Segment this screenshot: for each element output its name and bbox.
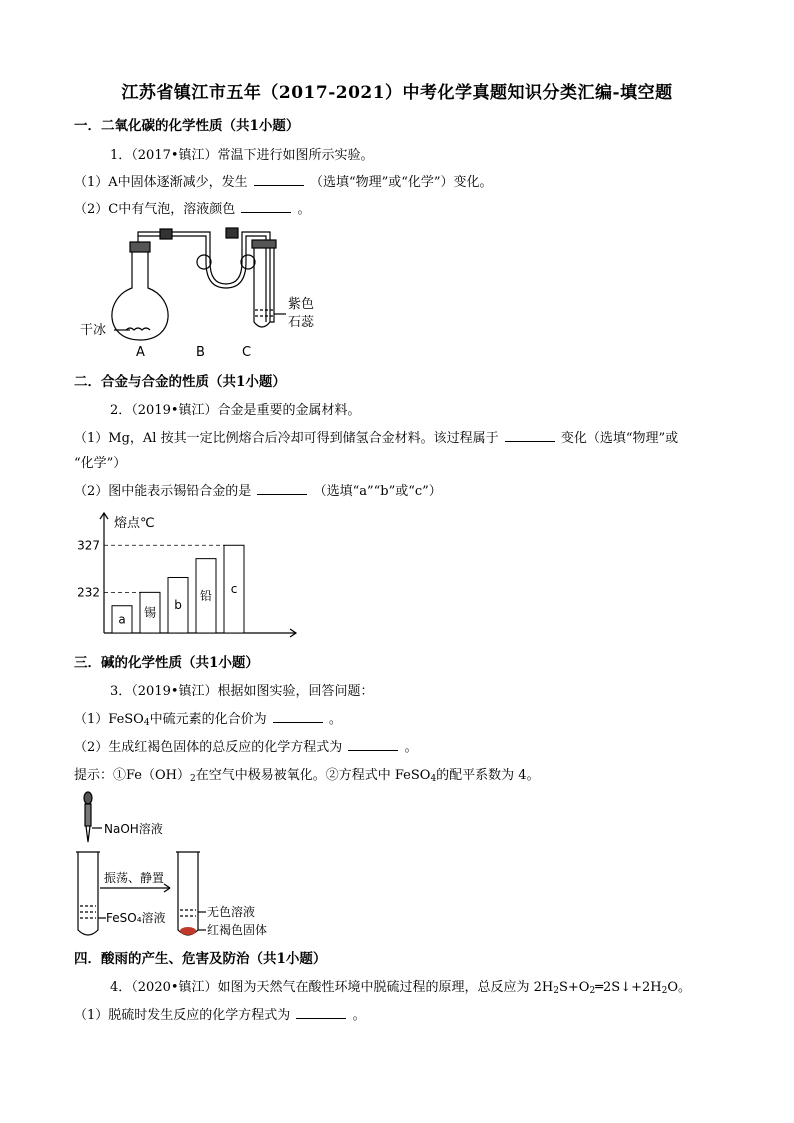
q4-p1-post: 。: [352, 1008, 366, 1023]
q4-eq-s3: 2: [661, 986, 668, 996]
q4-intro-text: 4．（2020•镇江）如图为天然气在酸性环境中脱硫过程的原理，总反应为 2H: [110, 980, 554, 995]
question-3-intro: 3．（2019•镇江）根据如图实验，回答问题：: [110, 684, 374, 699]
hint-2-sub: 4: [430, 774, 437, 784]
label-a: A: [136, 345, 145, 360]
answer-blank[interactable]: [254, 173, 304, 186]
bar-label-3: 铅: [199, 588, 213, 603]
q4-eq-s1: 2: [553, 986, 559, 996]
q3-p1-pre: （1）FeSO: [74, 712, 144, 727]
answer-blank[interactable]: [257, 482, 307, 495]
section-heading-1: 一．二氧化碳的化学性质（共1小题）: [74, 118, 300, 134]
apparatus-figure: [74, 222, 334, 362]
test-tube-c: [254, 244, 274, 327]
label-b: B: [196, 345, 205, 360]
y-axis-label: 熔点℃: [114, 516, 155, 531]
bulb-b-left: [197, 255, 211, 269]
red-brown-solid: [180, 927, 196, 935]
question-2-intro: 2．（2019•镇江）合金是重要的金属材料。: [110, 403, 361, 418]
bar-label-1: 锡: [143, 605, 157, 620]
flask-a: [112, 250, 168, 340]
question-4-part-1: [74, 1004, 366, 1023]
answer-blank[interactable]: [505, 429, 555, 442]
q3-p1-post: 中硫元素的化合价为: [149, 712, 267, 727]
hint-2: 在空气中极易被氧化。②方程式中 FeSO: [195, 768, 431, 783]
bulb-b-right: [241, 255, 255, 269]
label-naoh: NaOH溶液: [104, 822, 163, 836]
q1-p1-post: （选填“物理”或“化学”）变化。: [309, 175, 493, 190]
page-title: 江苏省镇江市五年（2017-2021）中考化学真题知识分类汇编-填空题: [121, 83, 673, 103]
question-3-part-2: [74, 736, 418, 755]
answer-blank[interactable]: [296, 1006, 346, 1019]
q4-eq-t2: ═2S↓+2H: [595, 980, 662, 995]
answer-blank[interactable]: [273, 710, 323, 723]
label-litmus-1: 紫色: [288, 297, 315, 312]
q1-p1-pre: （1）A中固体逐渐减少，发生: [74, 175, 248, 190]
question-4-intro: [110, 976, 691, 996]
dropper-bulb: [84, 792, 92, 804]
q4-eq-t1: S+O: [559, 980, 590, 995]
question-1-intro: 1．（2017•镇江）常温下进行如图所示实验。: [110, 148, 374, 163]
hint-1: 提示：①Fe（OH）: [74, 768, 190, 783]
bar-label-2: b: [174, 598, 182, 613]
label-colorless: 无色溶液: [207, 905, 256, 919]
test-tube-left: [78, 852, 98, 935]
q2-p2-post: （选填“a”“b”或“c”）: [313, 484, 442, 499]
question-2-part-2: [74, 480, 442, 499]
y-tick-label-1: 327: [77, 538, 100, 553]
q2-p2-pre: （2）图中能表示锡铅合金的是: [74, 484, 252, 499]
hint-3: 的配平系数为 4。: [436, 768, 540, 783]
question-3-part-1: [74, 708, 342, 728]
hint-1-sub: 2: [190, 774, 196, 784]
label-dry-ice: 干冰: [80, 323, 107, 338]
q4-eq-s2: 2: [589, 986, 596, 996]
q2-p1-post: 变化（选填“物理”或: [560, 431, 679, 446]
question-1-part-2: [74, 198, 311, 217]
q3-p2-pre: （2）生成红褐色固体的总反应的化学方程式为: [74, 740, 343, 755]
label-feso4: FeSO₄溶液: [106, 911, 166, 925]
stopper-a: [130, 242, 150, 252]
q2-p1-pre: （1）Mg，Al 按其一定比例熔合后冷却可得到储氢合金材料。该过程属于: [74, 431, 499, 446]
section-heading-3: 三．碱的化学性质（共1小题）: [74, 655, 259, 671]
q1-p2-post: 。: [297, 202, 311, 217]
label-red-solid: 红褐色固体: [207, 923, 268, 937]
test-tube-right: [178, 852, 198, 935]
q3-p1-end: 。: [328, 712, 342, 727]
y-tick-label-0: 232: [77, 585, 100, 600]
q4-eq-t3: O。: [667, 980, 692, 995]
bar-label-4: c: [230, 582, 238, 597]
label-shake: 振荡、静置: [104, 871, 165, 885]
question-1-part-1: [74, 171, 493, 190]
answer-blank[interactable]: [348, 738, 398, 751]
label-c: C: [242, 345, 252, 360]
question-3-hint: [74, 764, 540, 784]
question-2-part-1: [74, 427, 678, 446]
label-litmus-2: 石蕊: [288, 315, 315, 330]
q1-p2-pre: （2）C中有气泡，溶液颜色: [74, 202, 236, 217]
answer-blank[interactable]: [241, 200, 291, 213]
bar-label-0: a: [118, 612, 126, 627]
chart-bars: [112, 545, 244, 633]
q3-p2-post: 。: [404, 740, 418, 755]
section-heading-4: 四．酸雨的产生、危害及防治（共1小题）: [74, 951, 327, 967]
naoh-feso4-figure: [74, 788, 314, 938]
question-2-part-1-cont: “化学”）: [74, 456, 127, 471]
q4-p1-pre: （1）脱硫时发生反应的化学方程式为: [74, 1008, 291, 1023]
section-heading-2: 二．合金与合金的性质（共1小题）: [74, 374, 286, 390]
q3-p1-sub: 4: [143, 718, 150, 728]
melting-point-chart: [74, 505, 304, 643]
